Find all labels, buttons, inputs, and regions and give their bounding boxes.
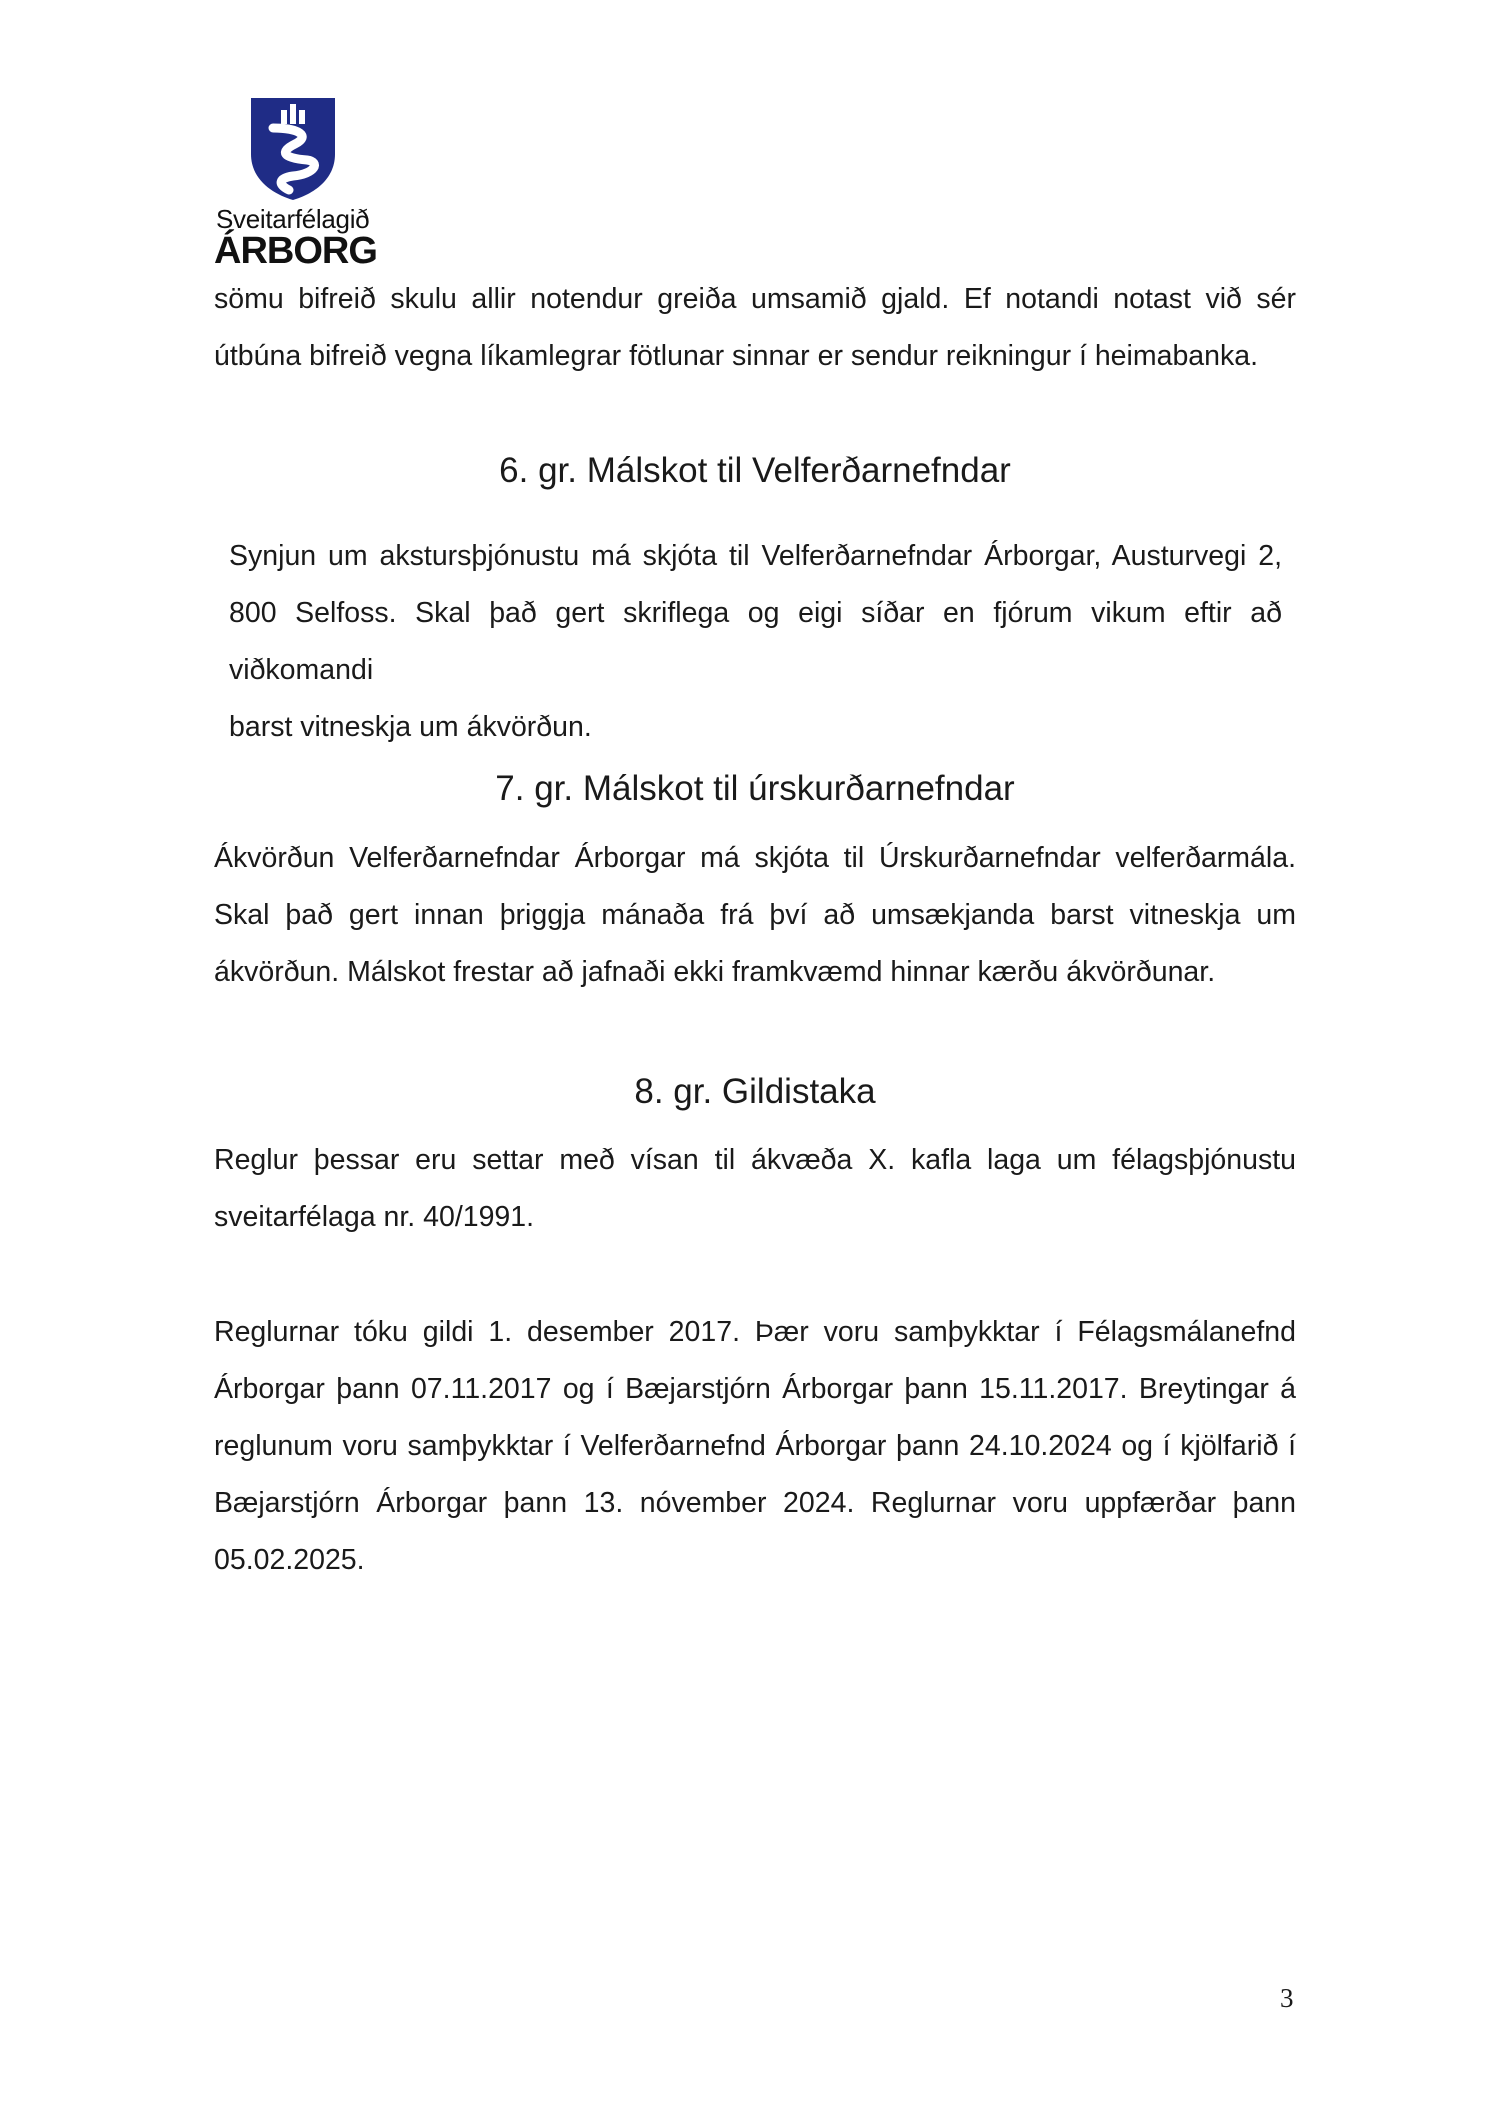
section-8-heading: 8. gr. Gildistaka [634,1072,876,1111]
text-line: Ákvörðun Velferðarnefndar Árborgar má skjóta til Úrskurðarnefndar velferðarmála. [214,842,1296,874]
text-line: Reglurnar tóku gildi 1. desember 2017. Þær voru samþykktar í Félagsmálanefnd [214,1316,1296,1348]
section-7-paragraph [214,830,1296,1001]
logo-text-arborg: ÁRBORG [214,230,377,272]
coat-of-arms-icon [249,96,337,202]
section-6-heading: 6. gr. Málskot til Velferðarnefndar [499,451,1011,490]
page-number: 3 [1280,1983,1294,2013]
logo-text-municipality: Sveitarfélagið [216,204,370,234]
text-line: sveitarfélaga nr. 40/1991. [214,1201,535,1233]
text-line: útbúna bifreið vegna líkamlegrar fötlunar sinnar er sendur reikningur í heimabanka. [214,340,1259,372]
intro-paragraph [214,271,1296,385]
arborg-logo [212,92,377,274]
text-line: sömu bifreið skulu allir notendur greiða umsamið gjald. Ef notandi notast við sér [214,283,1296,315]
section-7-heading: 7. gr. Málskot til úrskurðarnefndar [495,769,1015,808]
text-line: Synjun um akstursþjónustu má skjóta til Velferðarnefndar Árborgar, Austurvegi 2, [229,540,1282,572]
text-line: ákvörðun. Málskot frestar að jafnaði ekki framkvæmd hinnar kærðu ákvörðunar. [214,956,1216,988]
text-line: Bæjarstjórn Árborgar þann 13. nóvember 2024. Reglurnar voru uppfærðar þann [214,1487,1296,1519]
text-line: Reglur þessar eru settar með vísan til ákvæða X. kafla laga um félagsþjónustu [214,1144,1296,1176]
text-line: 05.02.2025. [214,1544,365,1576]
text-line: barst vitneskja um ákvörðun. [229,711,592,743]
text-line: 800 Selfoss. Skal það gert skriflega og eigi síðar en fjórum vikum eftir að viðkomandi [229,597,1282,686]
text-line: reglunum voru samþykktar í Velferðarnefnd Árborgar þann 24.10.2024 og í kjölfarið í [214,1430,1296,1462]
text-line: Árborgar þann 07.11.2017 og í Bæjarstjórn Árborgar þann 15.11.2017. Breytingar á [214,1373,1296,1405]
section-6-paragraph [229,528,1282,756]
section-8-paragraph [214,1132,1296,1246]
effective-date-paragraph [214,1304,1296,1589]
text-line: Skal það gert innan þriggja mánaða frá því að umsækjanda barst vitneskja um [214,899,1296,931]
